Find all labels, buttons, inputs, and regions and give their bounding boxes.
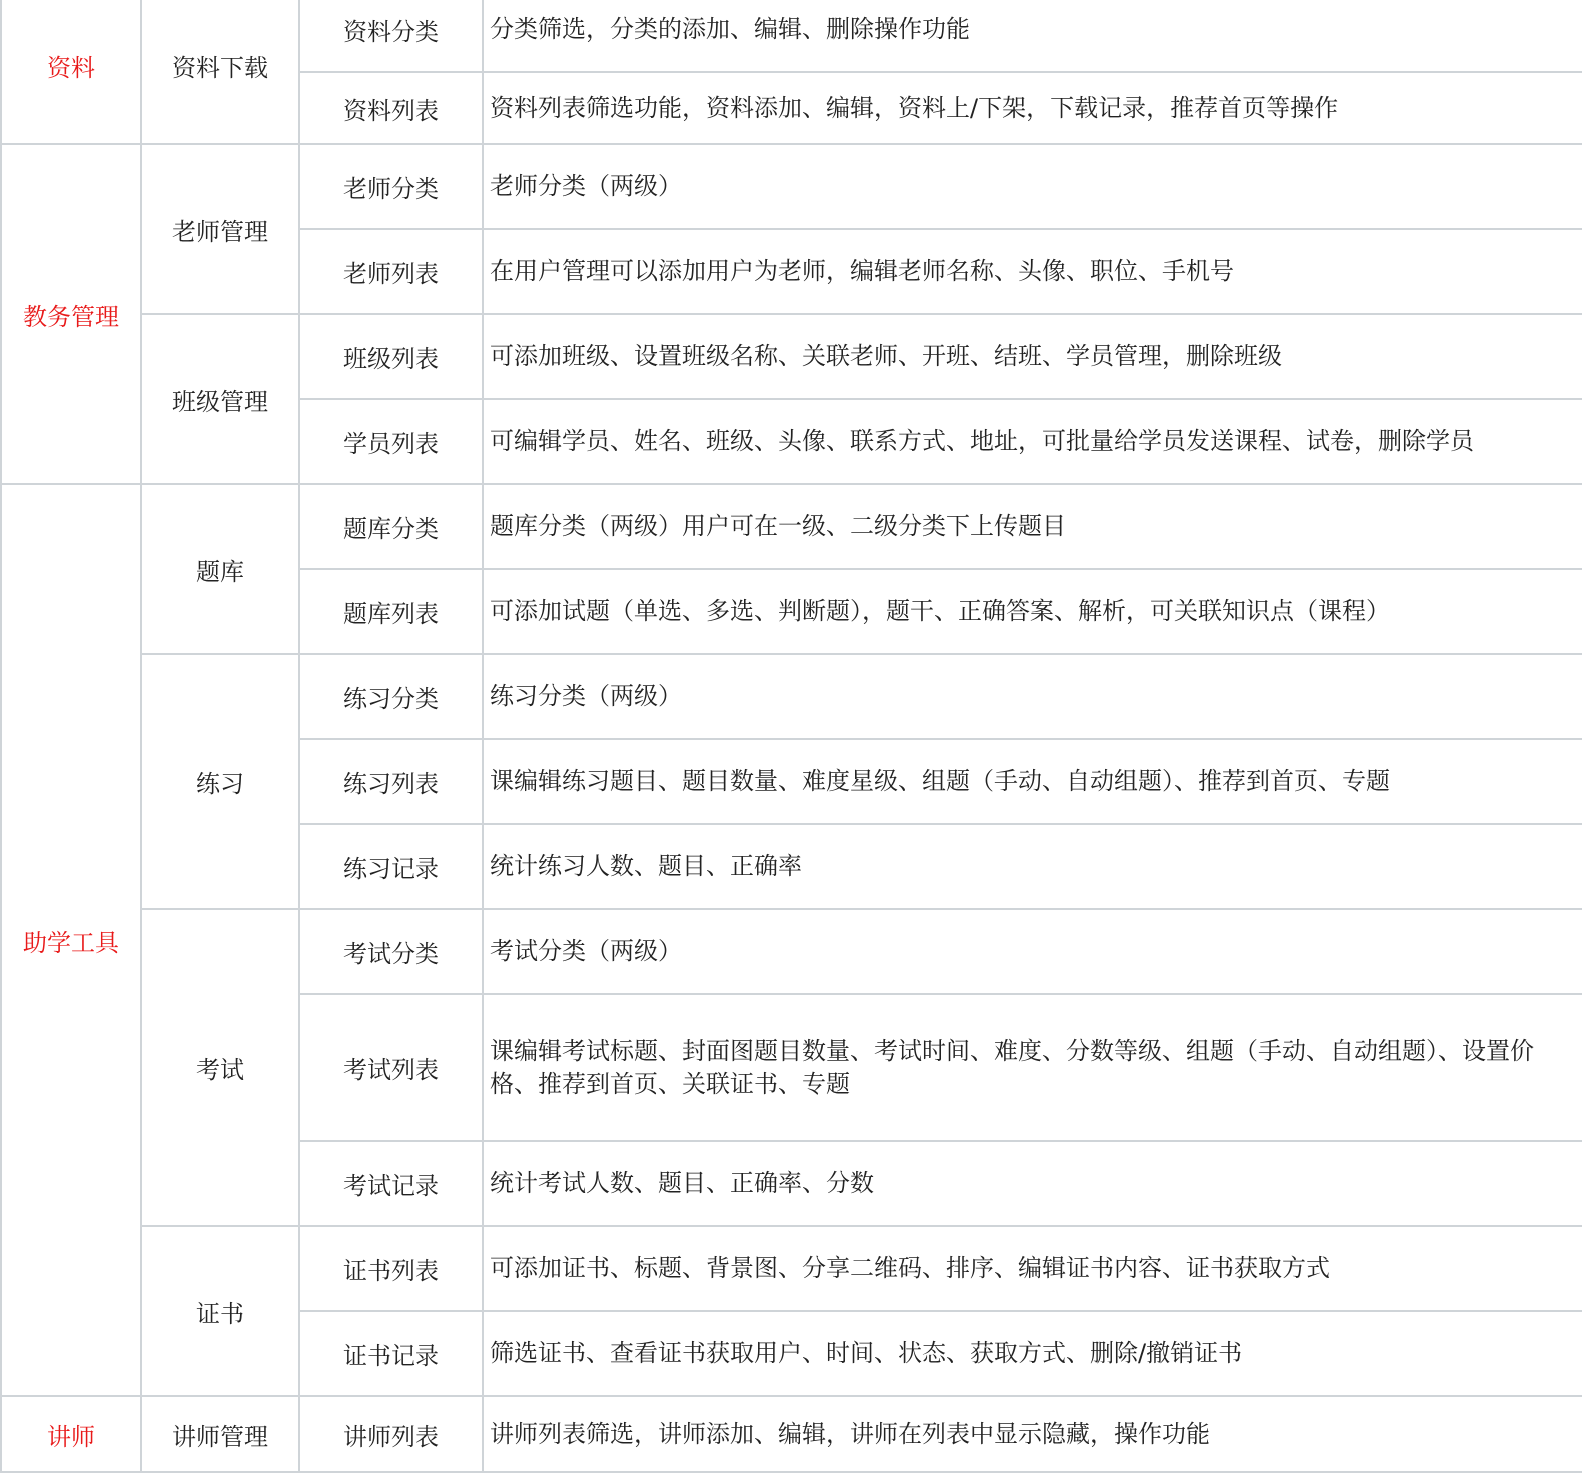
group-cell: 班级管理 — [141, 314, 299, 484]
description-cell: 讲师列表筛选，讲师添加、编辑，讲师在列表中显示隐藏，操作功能 — [483, 1396, 1582, 1472]
group-cell: 资料下载 — [141, 0, 299, 144]
group-cell: 题库 — [141, 484, 299, 654]
function-cell: 学员列表 — [299, 399, 483, 484]
description-cell: 考试分类（两级） — [483, 909, 1582, 994]
description-cell: 课编辑考试标题、封面图题目数量、考试时间、难度、分数等级、组题（手动、自动组题）、设置价格、推荐到首页、关联证书、专题 — [483, 994, 1582, 1141]
description-cell: 可添加证书、标题、背景图、分享二维码、排序、编辑证书内容、证书获取方式 — [483, 1226, 1582, 1311]
module-cell: 讲师 — [1, 1396, 141, 1472]
function-cell: 练习记录 — [299, 824, 483, 909]
function-cell: 考试记录 — [299, 1141, 483, 1226]
description-cell: 可编辑学员、姓名、班级、头像、联系方式、地址，可批量给学员发送课程、试卷，删除学员 — [483, 399, 1582, 484]
table-row — [1, 314, 1582, 399]
table-row — [1, 654, 1582, 739]
module-cell: 助学工具 — [1, 484, 141, 1396]
table-row — [1, 0, 1582, 72]
function-cell: 资料列表 — [299, 72, 483, 144]
group-cell: 讲师管理 — [141, 1396, 299, 1472]
function-cell: 老师列表 — [299, 229, 483, 314]
table-row — [1, 484, 1582, 569]
table-row — [1, 1226, 1582, 1311]
description-cell: 老师分类（两级） — [483, 144, 1582, 229]
function-cell: 证书记录 — [299, 1311, 483, 1396]
description-cell: 分类筛选，分类的添加、编辑、删除操作功能 — [483, 0, 1582, 72]
description-cell: 资料列表筛选功能，资料添加、编辑，资料上/下架，下载记录，推荐首页等操作 — [483, 72, 1582, 144]
function-cell: 证书列表 — [299, 1226, 483, 1311]
description-cell: 课编辑练习题目、题目数量、难度星级、组题（手动、自动组题）、推荐到首页、专题 — [483, 739, 1582, 824]
description-cell: 可添加试题（单选、多选、判断题），题干、正确答案、解析，可关联知识点（课程） — [483, 569, 1582, 654]
module-cell: 资料 — [1, 0, 141, 144]
group-cell: 练习 — [141, 654, 299, 909]
group-cell: 证书 — [141, 1226, 299, 1396]
group-cell: 考试 — [141, 909, 299, 1226]
function-cell: 练习列表 — [299, 739, 483, 824]
description-cell: 练习分类（两级） — [483, 654, 1582, 739]
description-cell: 筛选证书、查看证书获取用户、时间、状态、获取方式、删除/撤销证书 — [483, 1311, 1582, 1396]
function-cell: 考试列表 — [299, 994, 483, 1141]
function-cell: 资料分类 — [299, 0, 483, 72]
function-cell: 题库分类 — [299, 484, 483, 569]
function-cell: 考试分类 — [299, 909, 483, 994]
function-cell: 班级列表 — [299, 314, 483, 399]
table-row — [1, 144, 1582, 229]
description-cell: 统计考试人数、题目、正确率、分数 — [483, 1141, 1582, 1226]
module-cell: 教务管理 — [1, 144, 141, 484]
description-cell: 题库分类（两级）用户可在一级、二级分类下上传题目 — [483, 484, 1582, 569]
function-cell: 题库列表 — [299, 569, 483, 654]
function-cell: 讲师列表 — [299, 1396, 483, 1472]
table-row — [1, 909, 1582, 994]
description-cell: 在用户管理可以添加用户为老师，编辑老师名称、头像、职位、手机号 — [483, 229, 1582, 314]
description-cell: 统计练习人数、题目、正确率 — [483, 824, 1582, 909]
function-cell: 老师分类 — [299, 144, 483, 229]
description-cell: 可添加班级、设置班级名称、关联老师、开班、结班、学员管理，删除班级 — [483, 314, 1582, 399]
function-cell: 练习分类 — [299, 654, 483, 739]
group-cell: 老师管理 — [141, 144, 299, 314]
table-row — [1, 1396, 1582, 1472]
